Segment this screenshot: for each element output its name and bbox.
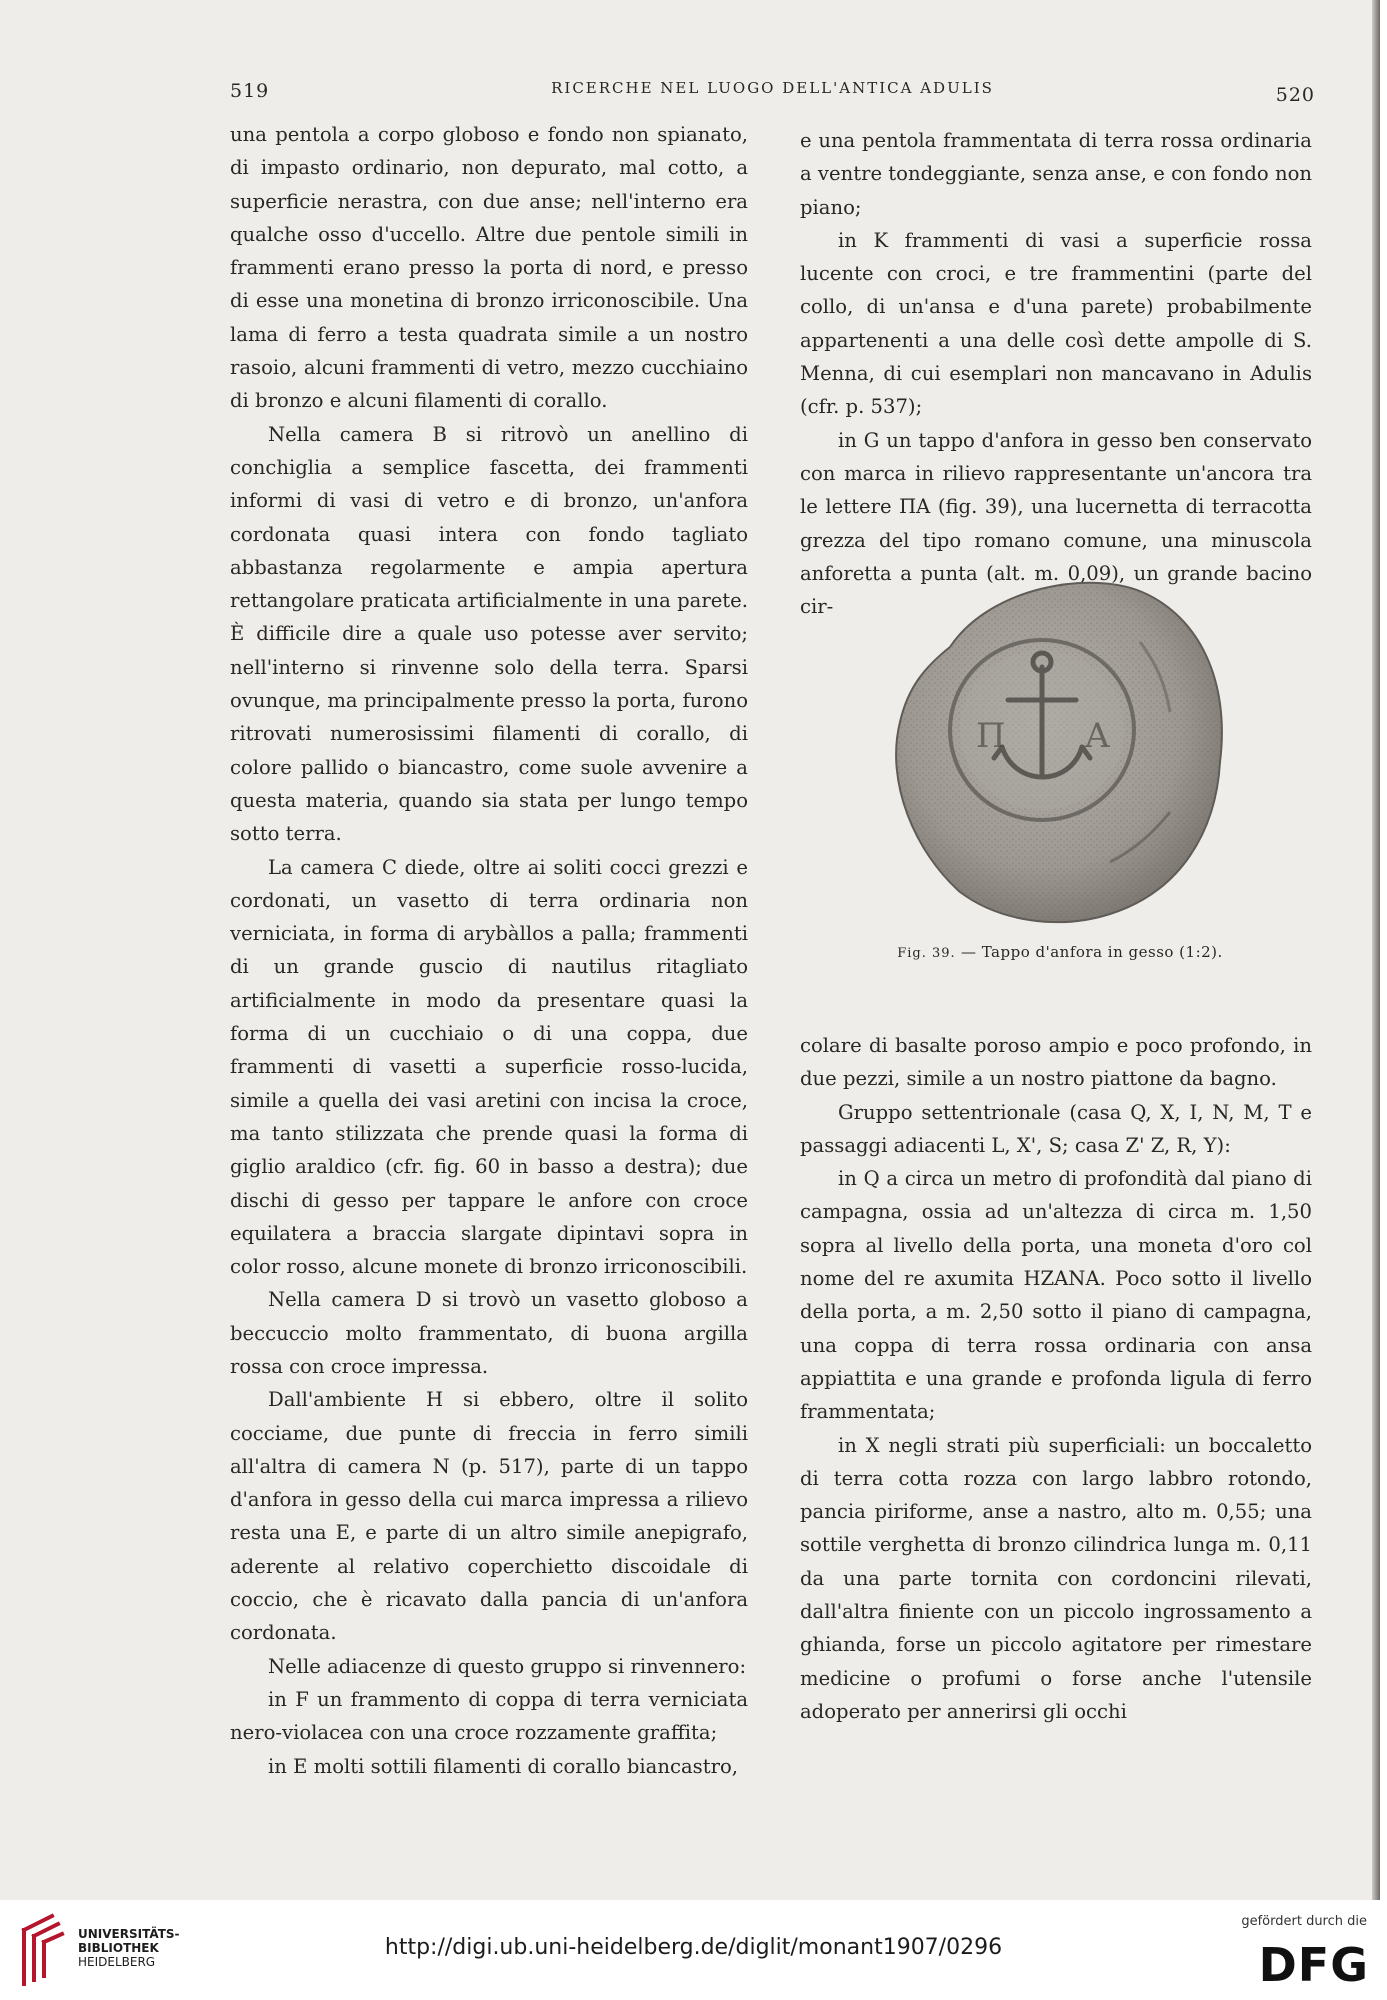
paragraph: Nelle adiacenze di questo gruppo si rinvennero: [268, 1654, 747, 1678]
paragraph: colare di basalte poroso ampio e poco profondo, in due pezzi, simile a un nostro piattone da bagno. [800, 1034, 1312, 1091]
page-number-right: 520 [1275, 84, 1315, 106]
page-number-left: 519 [230, 80, 270, 102]
paragraph: Nella camera D si trovò un vasetto globoso a beccuccio molto frammentato, di buona argilla rossa con croce impressa. [230, 1288, 748, 1378]
library-line-3: HEIDELBERG [78, 1955, 156, 1969]
figure-caption [880, 943, 1240, 961]
paragraph: in G un tappo d'anfora in gesso ben conservato con marca in rilievo rappresentante un'ancora tra le lettere ΠΑ (fig. 39), una lucernetta di terracotta grezza del tipo romano comune, una minuscola anforetta a punta (alt. m. 0,09), un grande bacino cir- [800, 428, 1312, 619]
amphora-stopper-image [880, 562, 1240, 932]
right-text-column-bottom [800, 1029, 1312, 1728]
paragraph: una pentola a corpo globoso e fondo non spianato, di impasto ordinario, non depurato, mal cotto, a superficie nerastra, con due anse; nell'interno era qualche osso d'uccello. Altre due pentole simili in frammenti erano presso la porta di nord, e presso di esse una monetina di bronzo irriconoscibile. Una lama di ferro a testa quadrata simile a un nostro rasoio, alcuni frammenti di vetro, mezzo cucchiaino di bronzo e alcuni filamenti di corallo. [230, 123, 748, 413]
left-text-column [230, 118, 748, 1783]
right-text-column-top [800, 124, 1312, 623]
figure-caption-text: — Tappo d'anfora in gesso (1:2). [960, 943, 1223, 961]
paragraph: Nella camera B si ritrovò un anellino di conchiglia a semplice fascetta, dei frammenti informi di vasi di vetro e di bronzo, un'anfora cordonata quasi intera con fondo tagliato abbastanza regolarmente e ampia apertura rettangolare praticata artificialmente in una parete. È difficile dire a quale uso potesse aver servito; nell'interno si rinvenne solo della terra. Sparsi ovunque, ma principalmente presso la porta, furono ritrovati numerosissimi filamenti di corallo, di colore pallido o biancastro, come suole avvenire a questa materia, quando sia stata per lungo tempo sotto terra. [230, 422, 748, 846]
paragraph: in X negli strati più superficiali: un boccaletto di terra cotta rozza con largo labbro rotondo, pancia piriforme, anse a nastro, alto m. 0,55; una sottile verghetta di bronzo cilindrica lunga m. 0,11 da una parte tornita con cordoncini rilevati, dall'altra finiente con un piccolo ingrossamento a ghianda, forse un piccolo agitatore per rimestare medicine o profumi o forse anche l'utensile adoperato per annerirsi gli occhi [800, 1433, 1312, 1723]
permalink-url[interactable]: http://digi.ub.uni-heidelberg.de/diglit/monant1907/0296 [384, 1935, 1003, 1960]
amphora-stopper-figure [880, 562, 1240, 932]
paragraph: in K frammenti di vasi a superficie rossa lucente con croci, e tre frammentini (parte del collo, di un'ansa e d'una parete) probabilmente appartenenti a una delle così dette ampolle di S. Menna, di cui esemplari non mancavano in Adulis (cfr. p. 537); [800, 228, 1312, 419]
funded-by-label: gefördert durch die [1241, 1914, 1367, 1929]
viewer-footer [0, 1900, 1387, 2000]
paragraph: La camera C diede, oltre ai soliti cocci grezzi e cordonati, un vasetto di terra ordinaria non verniciata, in forma di arybàllos a palla; frammenti di un grande guscio di nautilus ritagliato artificialmente in modo da presentare quasi la forma di un cucchiaio o di una coppa, due frammenti di vasetti a superficie rosso-lucida, simile a quella dei vasi aretini con incisa la croce, ma tanto stilizzata che prende quasi la forma di giglio araldico (cfr. fig. 60 in basso a destra); due dischi di gesso per tappare le anfore con croce equilatera a braccia slargate dipintavi sopra in color rosso, alcune monete di bronzo irriconoscibili. [230, 855, 748, 1279]
running-head [230, 76, 1315, 106]
paragraph: in Q a circa un metro di profondità dal piano di campagna, ossia ad un'altezza di circa m. 1,50 sopra al livello della porta, una moneta d'oro col nome del re axumita HZANA. Poco sotto il livello della porta, a m. 2,50 sotto il piano di campagna, una coppa di terra rossa ordinaria con ansa appiattita e una grande e profonda ligula di ferro frammentata; [800, 1167, 1312, 1424]
paragraph: in E molti sottili filamenti di corallo biancastro, [268, 1754, 738, 1778]
svg-text:Π: Π [976, 716, 1006, 756]
figure-label: Fig. 39. [897, 946, 956, 961]
page-edge-shadow [1372, 0, 1380, 1900]
library-line-2: BIBLIOTHEK [78, 1941, 159, 1955]
svg-text:Α: Α [1085, 716, 1110, 756]
paragraph: Dall'ambiente H si ebbero, oltre il solito cocciame, due punte di freccia in ferro simili all'altra di camera N (p. 517), parte di un tappo d'anfora in gesso della cui marca impressa a rilievo resta una E, e parte di un altro simile anepigrafo, aderente al relativo coperchietto discoidale di coccio, che è ricavato dalla pancia di un'anfora cordonata. [230, 1388, 748, 1645]
dfg-logo[interactable]: DFG [1258, 1938, 1369, 1992]
library-line-1: UNIVERSITÄTS- [78, 1927, 180, 1941]
paragraph: e una pentola frammentata di terra rossa ordinaria a ventre tondeggiante, senza anse, e con fondo non piano; [800, 129, 1312, 219]
paragraph: Gruppo settentrionale (casa Q, X, I, N, M, T e passaggi adiacenti L, X', S; casa Z' Z, R, Y): [800, 1100, 1312, 1157]
running-title: RICERCHE NEL LUOGO DELL'ANTICA ADULIS [551, 79, 994, 97]
paragraph: in F un frammento di coppa di terra verniciata nero-violacea con una croce rozzamente graffita; [230, 1687, 748, 1745]
